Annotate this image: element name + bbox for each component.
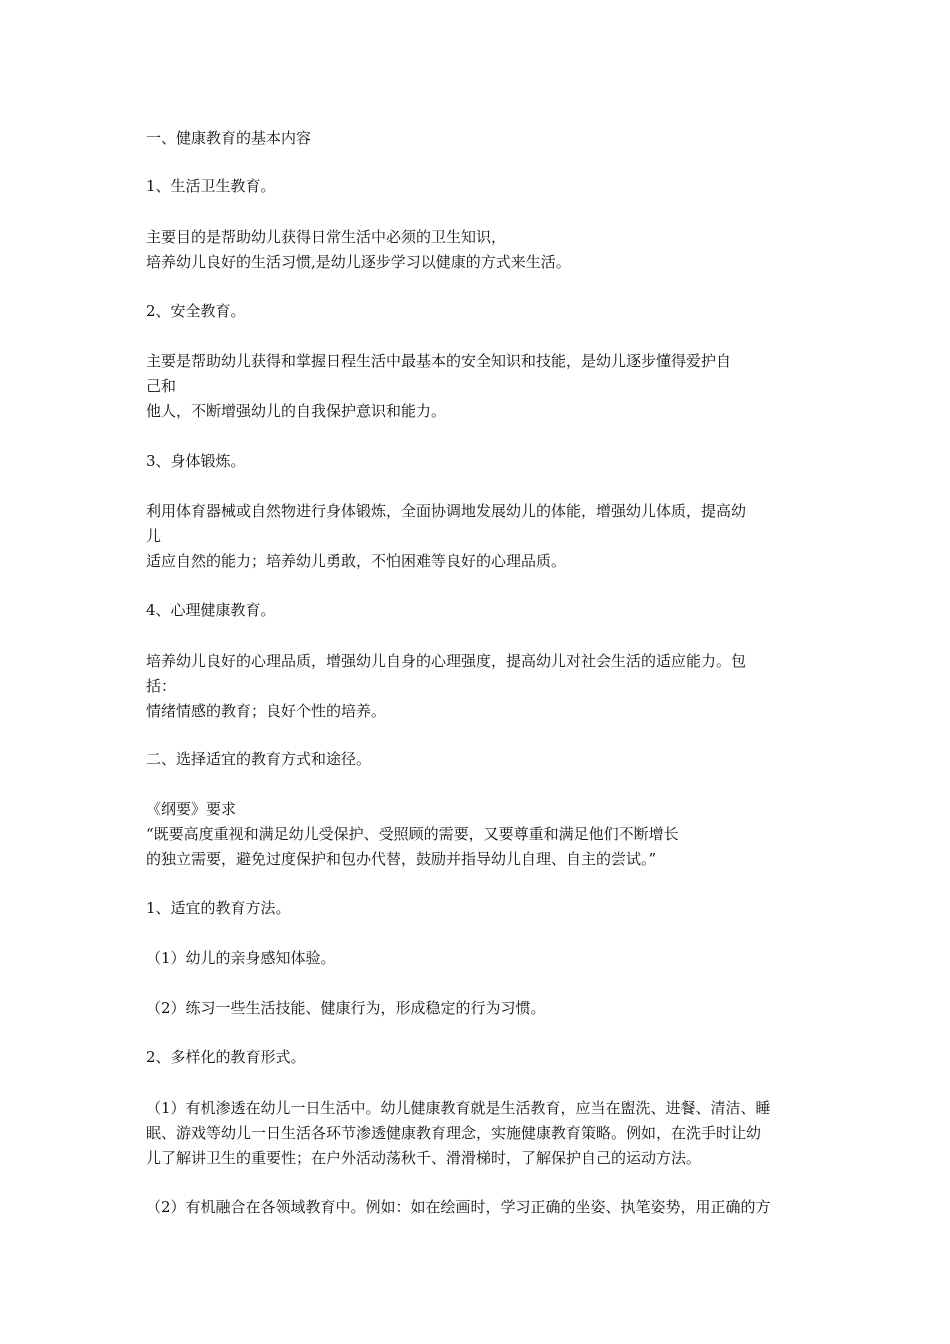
subheading: 2、安全教育。 [146,302,246,320]
subheading: 2、多样化的教育形式。 [146,1048,306,1066]
paragraph-line: 儿了解讲卫生的重要性；在户外活动荡秋千、滑滑梯时，了解保护自己的运动方法。 [146,1149,702,1167]
quote-line: 的独立需要，避免过度保护和包办代替，鼓励并指导幼儿自理、自主的尝试。” [146,850,657,868]
paragraph-line: 情绪情感的教育；良好个性的培养。 [146,702,387,720]
list-item: （2）有机融合在各领域教育中。例如：如在绘画时，学习正确的坐姿、执笔姿势，用正确的方 [146,1198,771,1216]
list-item: （1）有机渗透在幼儿一日生活中。幼儿健康教育就是生活教育，应当在盥洗、进餐、清洁、睡 [146,1099,771,1117]
quote-source: 《纲要》要求 [146,800,237,818]
subheading: 4、心理健康教育。 [146,601,276,619]
quote-line: “既要高度重视和满足幼儿受保护、受照顾的需要，又要尊重和满足他们不断增长 [146,825,679,843]
paragraph-line: 他人，不断增强幼儿的自我保护意识和能力。 [146,402,447,420]
paragraph-line: 培养幼儿良好的心理品质，增强幼儿自身的心理强度，提高幼儿对社会生活的适应能力。包 [146,652,747,670]
subheading: 3、身体锻炼。 [146,452,246,470]
list-item: （2）练习一些生活技能、健康行为，形成稳定的行为习惯。 [146,999,546,1017]
paragraph-line: 己和 [146,377,177,395]
paragraph-line: 适应自然的能力；培养幼儿勇敢，不怕困难等良好的心理品质。 [146,552,567,570]
paragraph-line: 眠、游戏等幼儿一日生活各环节渗透健康教育理念，实施健康教育策略。例如，在洗手时让幼 [146,1124,762,1142]
section-heading: 二、选择适宜的教育方式和途径。 [146,750,372,768]
section-heading: 一、健康教育的基本内容 [146,129,312,147]
paragraph-line: 利用体育器械或自然物进行身体锻炼，全面协调地发展幼儿的体能，增强幼儿体质，提高幼 [146,502,747,520]
subheading: 1、生活卫生教育。 [146,177,276,195]
paragraph-line: 儿 [146,527,162,545]
paragraph-line: 主要是帮助幼儿获得和掌握日程生活中最基本的安全知识和技能，是幼儿逐步懂得爱护自 [146,352,732,370]
list-item: （1）幼儿的亲身感知体验。 [146,949,336,967]
subheading: 1、适宜的教育方法。 [146,899,291,917]
paragraph-line: 括： [146,677,177,695]
paragraph-line: 主要目的是帮助幼儿获得日常生活中必须的卫生知识， [146,228,507,246]
paragraph-line: 培养幼儿良好的生活习惯,是幼儿逐步学习以健康的方式来生活。 [146,253,571,271]
